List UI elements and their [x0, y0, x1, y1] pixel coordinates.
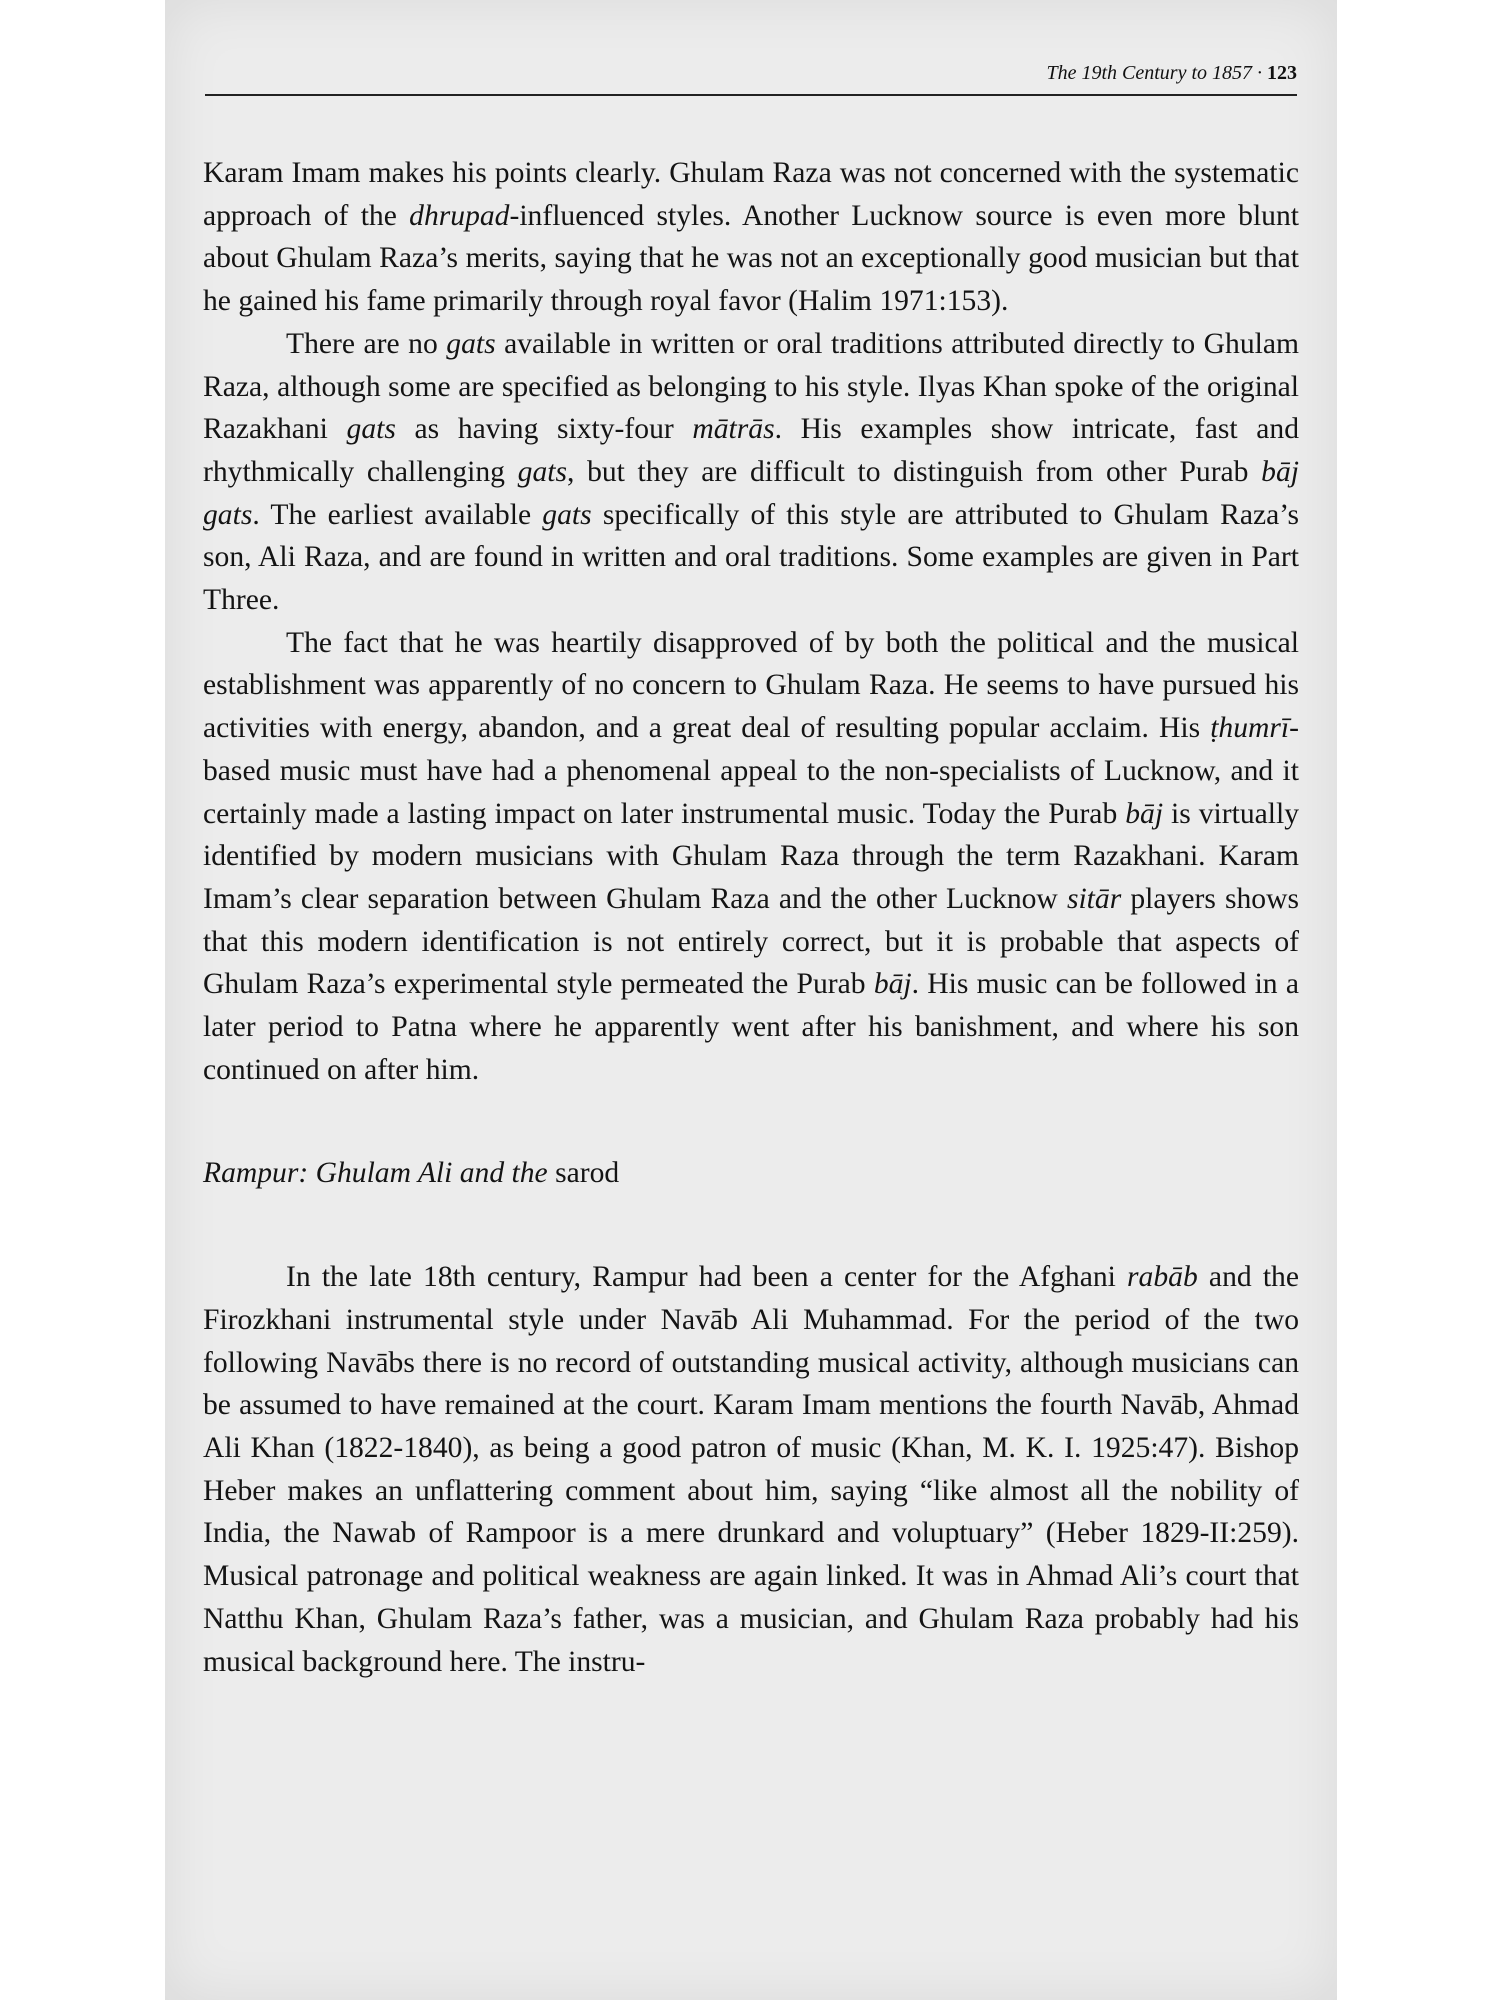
text-segment: bāj: [873, 968, 912, 1001]
text-segment: . His music can be followed in a later period to Patna where he apparently went after his banishment, and where his son continued on after him.: [203, 968, 1299, 1086]
text-segment: Rampur: Ghulam Ali and the: [203, 1157, 548, 1190]
text-segment: . His examples show intricate, fast and rhythmically challenging: [203, 413, 1299, 488]
text-segment: is virtually identified by modern musicians with Ghulam Raza through the term Razakhani. Karam Imam’s clear separation between Ghulam Raza and the other Lucknow: [203, 797, 1299, 915]
text-segment: as having sixty-four: [395, 413, 693, 446]
text-segment: -influenced styles. Another Lucknow source is even more blunt about Ghulam Raza’s merits, saying that he was not an exceptionally good musician but that he gained his fame primarily through royal favor (Halim 1971:153).: [203, 199, 1299, 318]
text-segment: sitār: [1066, 882, 1122, 915]
section-heading: [203, 1152, 1299, 1195]
text-segment: dhrupad: [409, 199, 510, 232]
text-segment: , but they are difficult to distinguish from other Purab: [566, 455, 1262, 488]
text-segment: specifically of this style are attributed to Ghulam Raza’s son, Ali Raza, and are found in written and oral traditions. Some examples are given in Part Three.: [203, 498, 1299, 617]
text-segment: gats: [542, 498, 592, 531]
text-segment: . The earliest available: [252, 498, 543, 531]
text-segment: gats: [446, 327, 496, 360]
book-page: [165, 0, 1337, 2000]
text-segment: gats: [517, 455, 567, 488]
text-segment: sarod: [547, 1157, 620, 1190]
text-segment: ṭhumrī: [1210, 712, 1290, 745]
running-header: [205, 62, 1297, 96]
text-segment: Karam Imam makes his points clearly. Ghulam Raza was not concerned with the systematic approach of the: [203, 157, 1299, 232]
paragraph-2: [203, 323, 1299, 622]
paragraph-3: [203, 622, 1299, 1092]
text-segment: bāj gats: [203, 455, 1299, 531]
text-segment: mātrās: [692, 413, 775, 446]
text-segment: There are no: [286, 327, 447, 360]
text-segment: gats: [346, 413, 396, 446]
text-segment: available in written or oral traditions attributed directly to Ghulam Raza, although some are specified as belonging to his style. Ilyas Khan spoke of the original Razakhani: [203, 327, 1299, 446]
text-segment: players shows that this modern identification is not entirely correct, but it is probable that aspects of Ghulam Raza’s experimental style permeated the Purab: [203, 882, 1299, 1001]
text-segment: and the Firozkhani instrumental style under Navāb Ali Muhammad. For the period of the two following Navābs there is no record of outstanding musical activity, although musicians can be assumed to have remained at the court. Karam Imam mentions the fourth Navāb, Ahmad Ali Khan (1822-1840), as being a good patron of music (Khan, M. K. I. 1925:47). Bishop Heber makes an unflattering comment about him, saying “like almost all the nobility of India, the Nawab of Rampoor is a mere drunkard and voluptuary” (Heber 1829-II:259). Musical patronage and political weakness are again linked. It was in Ahmad Ali’s court that Natthu Khan, Ghulam Raza’s father, was a musician, and Ghulam Raza probably had his musical background here. The instru-: [203, 1261, 1299, 1678]
running-title: The 19th Century to 1857 ·: [1046, 62, 1267, 84]
page-number: 123: [1267, 62, 1297, 84]
body-text: [203, 152, 1299, 1683]
text-segment: The fact that he was heartily disapproved of by both the political and the musical establishment was apparently of no concern to Ghulam Raza. He seems to have pursued his activities with energy, abandon, and a great deal of resulting popular acclaim. His: [203, 626, 1299, 745]
text-segment: -based music must have had a phenomenal appeal to the non-specialists of Lucknow, and it certainly made a lasting impact on later instrumental music. Today the Purab: [203, 712, 1299, 830]
paragraph-4: [203, 1256, 1299, 1683]
text-segment: In the late 18th century, Rampur had been a center for the Afghani: [286, 1261, 1128, 1294]
paragraph-1: [203, 152, 1299, 323]
text-segment: bāj: [1125, 797, 1164, 830]
text-segment: rabāb: [1127, 1261, 1198, 1294]
